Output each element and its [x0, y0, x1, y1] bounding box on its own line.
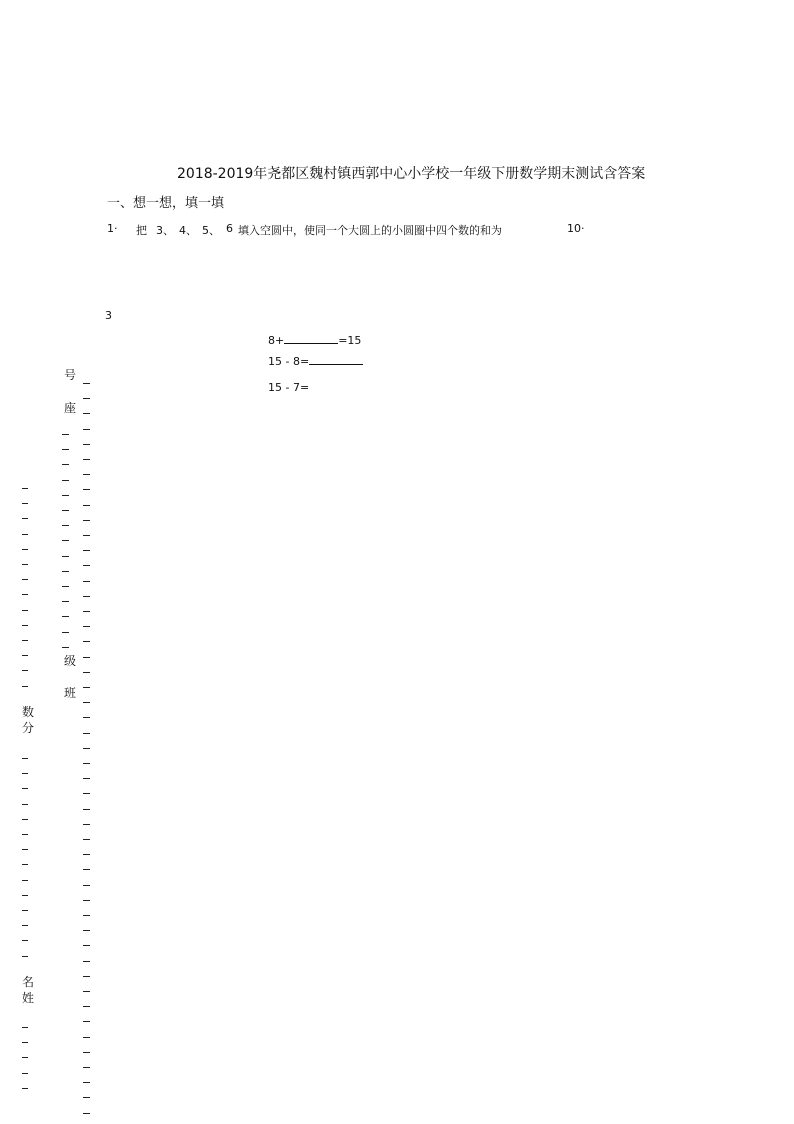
page-title: 2018-2019年尧都区魏村镇西郭中心小学校一年级下册数学期末测试含答案 — [177, 166, 646, 182]
number-5: 5、 — [202, 224, 220, 237]
binding-dash — [62, 571, 69, 572]
binding-dash — [83, 793, 90, 794]
binding-dash — [83, 748, 90, 749]
binding-dash — [83, 839, 90, 840]
binding-dash — [62, 616, 69, 617]
binding-dash — [83, 763, 90, 764]
binding-dash — [62, 647, 69, 648]
question-text-prefix: 把 — [136, 224, 147, 237]
binding-dash — [83, 854, 90, 855]
binding-dash — [83, 641, 90, 642]
binding-dash — [83, 961, 90, 962]
binding-dash — [22, 579, 28, 580]
binding-dash — [83, 1113, 90, 1114]
binding-dash — [22, 1088, 28, 1089]
number-3: 3、 — [156, 224, 174, 237]
binding-dash — [22, 834, 28, 835]
name-label-2: 姓 — [22, 991, 35, 1005]
binding-dash — [62, 464, 69, 465]
binding-dash — [83, 824, 90, 825]
answer-blank-1[interactable] — [284, 332, 338, 344]
binding-dash — [62, 632, 69, 633]
binding-dash — [83, 429, 90, 430]
binding-dash — [83, 1097, 90, 1098]
binding-dash — [22, 1027, 28, 1028]
binding-dash — [22, 925, 28, 926]
binding-dash — [83, 413, 90, 414]
binding-dash — [22, 849, 28, 850]
binding-dash — [83, 717, 90, 718]
binding-dash — [83, 489, 90, 490]
binding-dash — [83, 930, 90, 931]
binding-dash — [22, 1073, 28, 1074]
binding-dash — [83, 520, 90, 521]
question-text: 填入空圆中，使同一个大圆上的小圆圈中四个数的和为 — [238, 224, 502, 237]
binding-dash — [83, 687, 90, 688]
binding-dash — [83, 672, 90, 673]
section-heading: 一、想一想，填一填 — [107, 196, 225, 211]
binding-dash — [83, 444, 90, 445]
binding-dash — [22, 625, 28, 626]
binding-dash — [83, 702, 90, 703]
binding-dash — [62, 540, 69, 541]
binding-dash — [22, 686, 28, 687]
equation-2-left: 15 - 8= — [268, 355, 310, 368]
binding-dash — [83, 474, 90, 475]
binding-dash — [83, 626, 90, 627]
binding-dash — [22, 594, 28, 595]
binding-dash — [83, 398, 90, 399]
binding-dash — [22, 1042, 28, 1043]
equation-2 — [268, 353, 363, 368]
binding-dash — [83, 778, 90, 779]
binding-dash — [22, 804, 28, 805]
binding-dash — [83, 383, 90, 384]
seat-label-2: 座 — [64, 401, 77, 415]
binding-dash — [83, 550, 90, 551]
binding-dash — [83, 1082, 90, 1083]
binding-dash — [62, 449, 69, 450]
binding-dash — [22, 895, 28, 896]
binding-dash — [22, 518, 28, 519]
binding-dash — [83, 869, 90, 870]
binding-dash — [22, 819, 28, 820]
equation-1-left: 8+ — [268, 334, 285, 347]
binding-dash — [22, 1057, 28, 1058]
binding-dash — [83, 1067, 90, 1068]
binding-dash — [22, 956, 28, 957]
binding-dash — [22, 758, 28, 759]
binding-dash — [22, 880, 28, 881]
equation-1-right: =15 — [338, 334, 362, 347]
binding-dash — [22, 564, 28, 565]
binding-dash — [62, 480, 69, 481]
binding-dash — [83, 900, 90, 901]
binding-dash — [22, 534, 28, 535]
binding-dash — [22, 670, 28, 671]
binding-dash — [22, 864, 28, 865]
binding-dash — [62, 525, 69, 526]
binding-dash — [83, 535, 90, 536]
score-label-1: 数 — [22, 705, 35, 719]
binding-dash — [83, 885, 90, 886]
binding-dash — [22, 910, 28, 911]
binding-dash — [22, 503, 28, 504]
binding-dash — [83, 611, 90, 612]
binding-dash — [83, 657, 90, 658]
number-6: 6 — [226, 222, 233, 235]
equation-1 — [268, 332, 361, 347]
binding-dash — [83, 596, 90, 597]
question-number: 1· — [107, 222, 118, 235]
class-label-1: 级 — [64, 654, 77, 668]
binding-dash — [83, 1006, 90, 1007]
binding-dash — [22, 788, 28, 789]
binding-dash — [83, 1021, 90, 1022]
number-4: 4、 — [179, 224, 197, 237]
class-label-2: 班 — [64, 686, 77, 700]
binding-dash — [83, 733, 90, 734]
answer-blank-2[interactable] — [309, 353, 363, 365]
question-3-number: 3 — [105, 309, 112, 322]
question-sum: 10· — [567, 222, 585, 235]
binding-dash — [83, 459, 90, 460]
score-label-2: 分 — [22, 721, 35, 735]
binding-dash — [83, 565, 90, 566]
equation-3: 15 - 7= — [268, 381, 310, 394]
binding-dash — [62, 434, 69, 435]
binding-dash — [22, 773, 28, 774]
binding-dash — [83, 1037, 90, 1038]
binding-dash — [62, 601, 69, 602]
binding-dash — [83, 505, 90, 506]
binding-dash — [83, 991, 90, 992]
binding-dash — [22, 655, 28, 656]
binding-dash — [83, 809, 90, 810]
binding-dash — [22, 940, 28, 941]
binding-dash — [83, 976, 90, 977]
seat-label-1: 号 — [64, 368, 77, 382]
binding-dash — [22, 640, 28, 641]
binding-dash — [22, 610, 28, 611]
binding-dash — [62, 586, 69, 587]
binding-dash — [62, 495, 69, 496]
binding-dash — [62, 556, 69, 557]
binding-dash — [83, 1052, 90, 1053]
binding-dash — [83, 915, 90, 916]
binding-dash — [83, 945, 90, 946]
binding-dash — [62, 510, 69, 511]
binding-dash — [22, 549, 28, 550]
binding-dash — [22, 488, 28, 489]
binding-dash — [83, 581, 90, 582]
name-label-1: 名 — [22, 975, 35, 989]
